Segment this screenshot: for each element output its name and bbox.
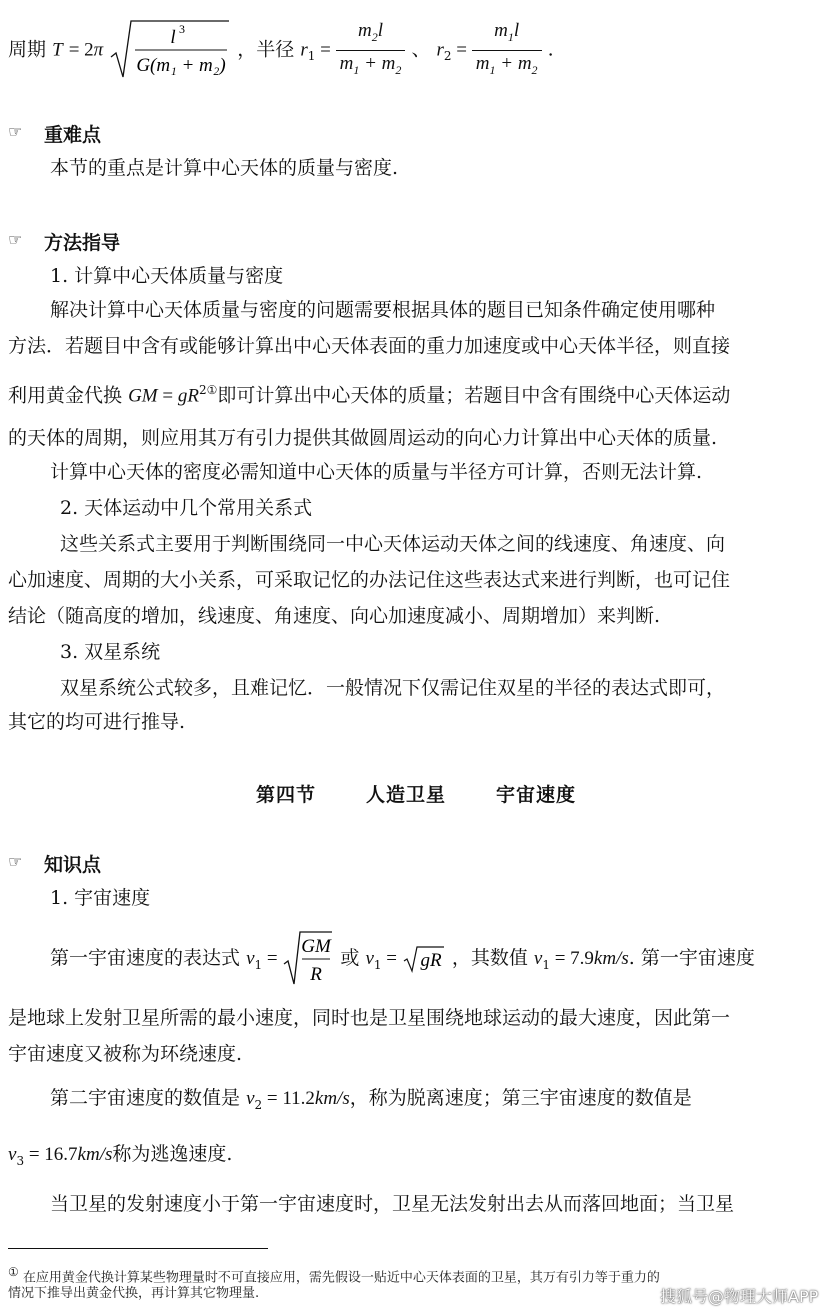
method-p4-l1: 双星系统公式较多，且难记忆．一般情况下仅需记住双星的半径的表达式即可，	[60, 677, 726, 699]
r2-fraction: $\frac{m_1l}{m_1 + m_2}$	[472, 18, 542, 83]
r1-fraction: $\frac{m_2l}{m_1 + m_2}$	[336, 18, 406, 83]
section-title-3: 宇宙速度	[496, 784, 577, 806]
v3-value: 16.7	[44, 1144, 78, 1165]
method-p4-l2: 其它的均可进行推导.	[8, 711, 186, 733]
knowledge-l1-post: . 第一宇宙速度	[628, 947, 755, 969]
method-p1-l1: 解决计算中心天体质量与密度的问题需要根据具体的题目已知条件确定使用哪种	[50, 299, 716, 321]
radius-label: ，半径	[237, 38, 295, 61]
hand-pointer-icon: ☞	[8, 122, 23, 141]
sqrt-sign-icon	[109, 19, 231, 81]
difficulty-text: 本节的重点是计算中心天体的质量与密度.	[50, 157, 399, 179]
orbit-formula-line: 周期 T = 2π l 3 G(m₁ + m₂) ，半径 $r_1$ = $\frac{m_2l}{m_1 + m_2}$ 、 $r_2$ = $\frac{m_1l}{m_1 + m_2}$ .	[8, 18, 554, 83]
hand-pointer-icon: ☞	[8, 230, 23, 249]
sqrt-sign-icon	[282, 930, 334, 988]
knowledge-l1-pre: 第一宇宙速度的表达式	[50, 947, 241, 969]
knowledge-l4-pre: 第二宇宙速度的数值是	[50, 1087, 241, 1109]
knowledge-sub1: 1. 宇宙速度	[50, 887, 151, 909]
v2-unit: km/s	[314, 1088, 350, 1109]
sqrt-sign-icon	[402, 945, 446, 973]
v3-unit: km/s	[77, 1144, 113, 1165]
footnote-line2: 情况下推导出黄金代换，再计算其它物理量.	[8, 1286, 260, 1301]
footnote-marker: ①	[8, 1265, 19, 1279]
knowledge-l4-post: ，称为脱离速度；第三宇宙速度的数值是	[349, 1087, 692, 1109]
knowledge-l4: 第二宇宙速度的数值是 $v_2 = 11.2km/s$，称为脱离速度；第三宇宙速度的数值是	[50, 1087, 692, 1112]
knowledge-l1-mid: ，其数值	[451, 947, 528, 969]
watermark: 搜狐号@物理大师APP	[660, 1287, 819, 1306]
knowledge-heading: 知识点	[44, 854, 102, 876]
knowledge-l2: 是地球上发射卫星所需的最小速度，同时也是卫星围绕地球运动的最大速度，因此第一	[8, 1007, 731, 1029]
section-title-1: 第四节	[256, 784, 317, 806]
svg-text:3: 3	[179, 22, 186, 37]
method-sub3: 3. 双星系统	[60, 641, 161, 663]
footnote-divider	[8, 1248, 268, 1249]
knowledge-l5: $v_3 = 16.7km/s$称为逃逸速度.	[8, 1143, 233, 1168]
section-title-2: 人造卫星	[366, 784, 447, 806]
method-heading: 方法指导	[44, 232, 121, 254]
method-p2: 计算中心天体的密度必需知道中心天体的质量与半径方可计算，否则无法计算.	[50, 461, 703, 483]
knowledge-l1: 第一宇宙速度的表达式 $v_1$ = GM R 或 $v_1$ = gR ，其数值 $v_1 = 7.9km/s$. 第一宇宙速度	[50, 930, 755, 988]
method-p3-l3: 结论（随高度的增加，线速度、角速度、向心加速度减小、周期增加）来判断.	[8, 605, 661, 627]
period-label: 周期	[8, 38, 47, 61]
method-p3-l1: 这些关系式主要用于判断围绕同一中心天体运动天体之间的线速度、角速度、向	[60, 533, 726, 555]
orbit-end: .	[547, 38, 554, 61]
knowledge-l3: 宇宙速度又被称为环绕速度.	[8, 1043, 243, 1065]
method-p1-l3-pre: 利用黄金代换	[8, 384, 123, 407]
method-p1-l3: 利用黄金代换 GM = $gR^{2①}$即可计算出中心天体的质量；若题目中含有围绕中心天体运动	[8, 383, 731, 407]
knowledge-l5-post: 称为逃逸速度.	[112, 1143, 233, 1165]
period-sqrt	[109, 19, 231, 81]
svg-text:gR: gR	[420, 950, 442, 971]
svg-text:GM: GM	[301, 936, 332, 957]
v2-value: 11.2	[282, 1088, 315, 1109]
method-p1-l3-post: 即可计算出中心天体的质量；若题目中含有围绕中心天体运动	[217, 384, 731, 407]
svg-text:R: R	[310, 964, 323, 985]
knowledge-l1-or: 或	[340, 947, 360, 969]
svg-text:G(m₁ + m₂): G(m₁ + m₂)	[136, 55, 226, 77]
knowledge-l6: 当卫星的发射速度小于第一宇宙速度时，卫星无法发射出去从而落回地面；当卫星	[50, 1193, 735, 1215]
footnote-ref: ①	[206, 383, 218, 397]
method-p1-l2: 方法．若题目中含有或能够计算出中心天体表面的重力加速度或中心天体半径，则直接	[8, 335, 731, 357]
method-p3-l2: 心加速度、周期的大小关系，可采取记忆的办法记住这些表达式来进行判断，也可记住	[8, 569, 731, 591]
method-sub1: 1. 计算中心天体质量与密度	[50, 265, 284, 287]
v1-unit: km/s	[593, 948, 629, 969]
svg-text:l: l	[170, 27, 176, 49]
v1-value: 7.9	[570, 948, 594, 969]
method-sub2: 2. 天体运动中几个常用关系式	[60, 497, 313, 519]
footnote-text-1: 在应用黄金代换计算某些物理量时不可直接应用，需先假设一贴近中心天体表面的卫星，其万有引力等于重力的	[22, 1270, 660, 1286]
hand-pointer-icon: ☞	[8, 852, 23, 871]
orbit-sep: 、	[411, 38, 431, 61]
golden-substitution-formula: GM	[128, 385, 158, 407]
method-p1-l4: 的天体的周期，则应用其万有引力提供其做圆周运动的向心力计算出中心天体的质量.	[8, 427, 718, 449]
difficulty-heading: 重难点	[44, 124, 102, 146]
period-formula: T	[52, 39, 63, 61]
